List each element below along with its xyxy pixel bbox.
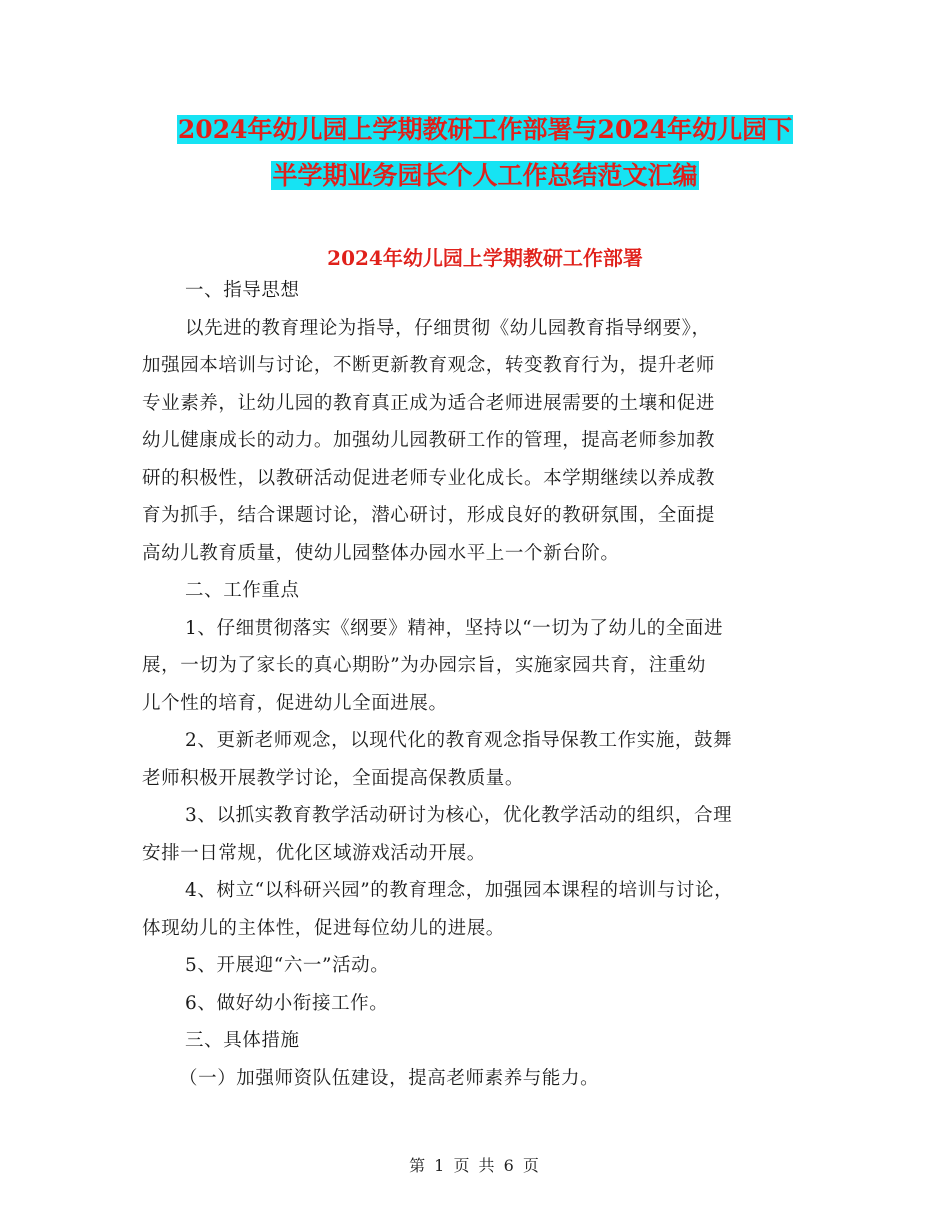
document-body bbox=[142, 272, 808, 1097]
heading-specific-measures: 三、具体措施 bbox=[185, 1030, 300, 1051]
paragraph-line: 5、开展迎“六一”活动。 bbox=[185, 955, 390, 976]
paragraph-line: 2、更新老师观念，以现代化的教育观念指导保教工作实施，鼓舞 bbox=[185, 730, 733, 751]
paragraph-line: 高幼儿教育质量，使幼儿园整体办园水平上一个新台阶。 bbox=[142, 542, 620, 564]
paragraph-line: 体现幼儿的主体性，促进每位幼儿的进展。 bbox=[142, 917, 505, 939]
paragraph-line: 3、以抓实教育教学活动研讨为核心，优化教学活动的组织，合理 bbox=[185, 805, 733, 826]
paragraph-line: 老师积极开展教学讨论，全面提高保教质量。 bbox=[142, 767, 525, 789]
paragraph-line: 6、做好幼小衔接工作。 bbox=[185, 992, 389, 1014]
paragraph-line: 展，一切为了家长的真心期盼”为办园宗旨，实施家园共育，注重幼 bbox=[142, 655, 706, 676]
paragraph-line: 安排一日常规，优化区域游戏活动开展。 bbox=[142, 842, 486, 864]
paragraph-line: （一）加强师资队伍建设，提高老师素养与能力。 bbox=[179, 1067, 600, 1089]
heading-guiding-thought: 一、指导思想 bbox=[185, 280, 300, 301]
section-title: 2024年幼儿园上学期教研工作部署 bbox=[327, 246, 643, 270]
paragraph-line: 专业素养，让幼儿园的教育真正成为适合老师进展需要的土壤和促进 bbox=[142, 392, 716, 414]
paragraph-line: 4、树立“以科研兴园”的教育理念，加强园本课程的培训与讨论， bbox=[185, 880, 734, 901]
paragraph-line: 育为抓手，结合课题讨论，潜心研讨，形成良好的教研氛围，全面提 bbox=[142, 505, 716, 526]
document-title-line-2: 半学期业务园长个人工作总结范文汇编 bbox=[272, 161, 698, 190]
paragraph-line: 以先进的教育理论为指导，仔细贯彻《幼儿园教育指导纲要》， bbox=[185, 317, 711, 339]
document-title-line-1: 2024年幼儿园上学期教研工作部署与2024年幼儿园下 bbox=[177, 115, 793, 144]
page-footer: 第 1 页 共 6 页 bbox=[409, 1156, 541, 1175]
paragraph-line: 加强园本培训与讨论，不断更新教育观念，转变教育行为，提升老师 bbox=[142, 355, 716, 376]
paragraph-line: 1、仔细贯彻落实《纲要》精神，坚持以“一切为了幼儿的全面进 bbox=[185, 617, 724, 639]
heading-work-focus: 二、工作重点 bbox=[185, 580, 300, 601]
paragraph-line: 幼儿健康成长的动力。加强幼儿园教研工作的管理，提高老师参加教 bbox=[142, 430, 716, 451]
paragraph-line: 研的积极性，以教研活动促进老师专业化成长。本学期继续以养成教 bbox=[142, 467, 716, 489]
paragraph-line: 儿个性的培育，促进幼儿全面进展。 bbox=[142, 692, 448, 714]
